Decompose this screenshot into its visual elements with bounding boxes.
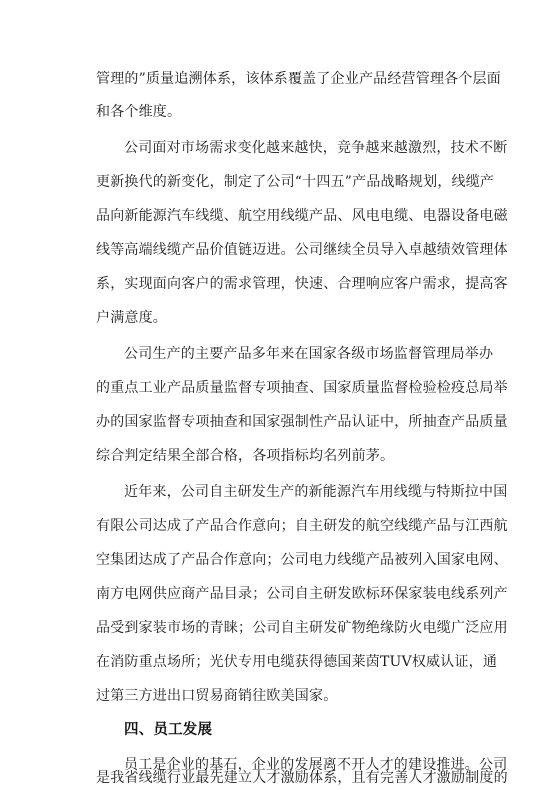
paragraph-line: 近年来，公司自主研发生产的新能源汽车用线缆与特斯拉中国 xyxy=(124,484,508,500)
paragraph-line: 公司生产的主要产品多年来在国家各级市场监督管理局举办 xyxy=(124,346,494,362)
paragraph-line: 品向新能源汽车线缆、航空用线缆产品、风电电缆、电器设备电磁 xyxy=(96,208,508,224)
paragraph-line: 办的国家监督专项抽查和国家强制性产品认证中，所抽查产品质量 xyxy=(96,414,508,430)
paragraph-line: 的重点工业产品质量监督专项抽查、国家质量监督检验检疫总局举 xyxy=(96,380,508,396)
paragraph-line: 南方电网供应商产品目录；公司自主研发欧标环保家装电线系列产 xyxy=(96,586,508,602)
paragraph-line: 公司面对市场需求变化越来越快，竞争越来越激烈，技术不断 xyxy=(124,140,508,156)
paragraph-line: 系，实现面向客户的需求管理，快速、合理响应客户需求，提高客 xyxy=(96,276,508,292)
paragraph-line: 户满意度。 xyxy=(96,310,167,326)
paragraph-line: 管理的”质量追溯体系，该体系覆盖了企业产品经营管理各个层面 xyxy=(96,71,501,87)
paragraph-line: 员工是企业的基石，企业的发展离不开人才的建设推进。公司 xyxy=(124,757,508,773)
paragraph-line: 有限公司达成了产品合作意向；自主研发的航空线缆产品与江西航 xyxy=(96,518,508,534)
paragraph-line: 综合判定结果全部合格，各项指标均名列前茅。 xyxy=(96,448,395,464)
paragraph-line: 和各个维度。 xyxy=(96,104,182,120)
paragraph-line: 空集团达成了产品合作意向；公司电力线缆产品被列入国家电网、 xyxy=(96,552,508,568)
paragraph-line: 是我省线缆行业最先建立人才激励体系，且有完善人才激励制度的 xyxy=(96,770,508,786)
paragraph-line: 线等高端线缆产品价值链迈进。公司继续全员导入卓越绩效管理体 xyxy=(96,242,508,258)
section-heading: 四、员工发展 xyxy=(124,722,213,738)
paragraph-line: 在消防重点场所；光伏专用电缆获得德国莱茵TUV权威认证，通 xyxy=(96,654,498,670)
paragraph-line: 过第三方进出口贸易商销往欧美国家。 xyxy=(96,688,338,704)
paragraph-line: 品受到家装市场的青睐；公司自主研发矿物绝缘防火电缆广泛应用 xyxy=(96,620,508,636)
paragraph-line: 更新换代的新变化，制定了公司“十四五”产品战略规划，线缆产 xyxy=(96,174,495,190)
